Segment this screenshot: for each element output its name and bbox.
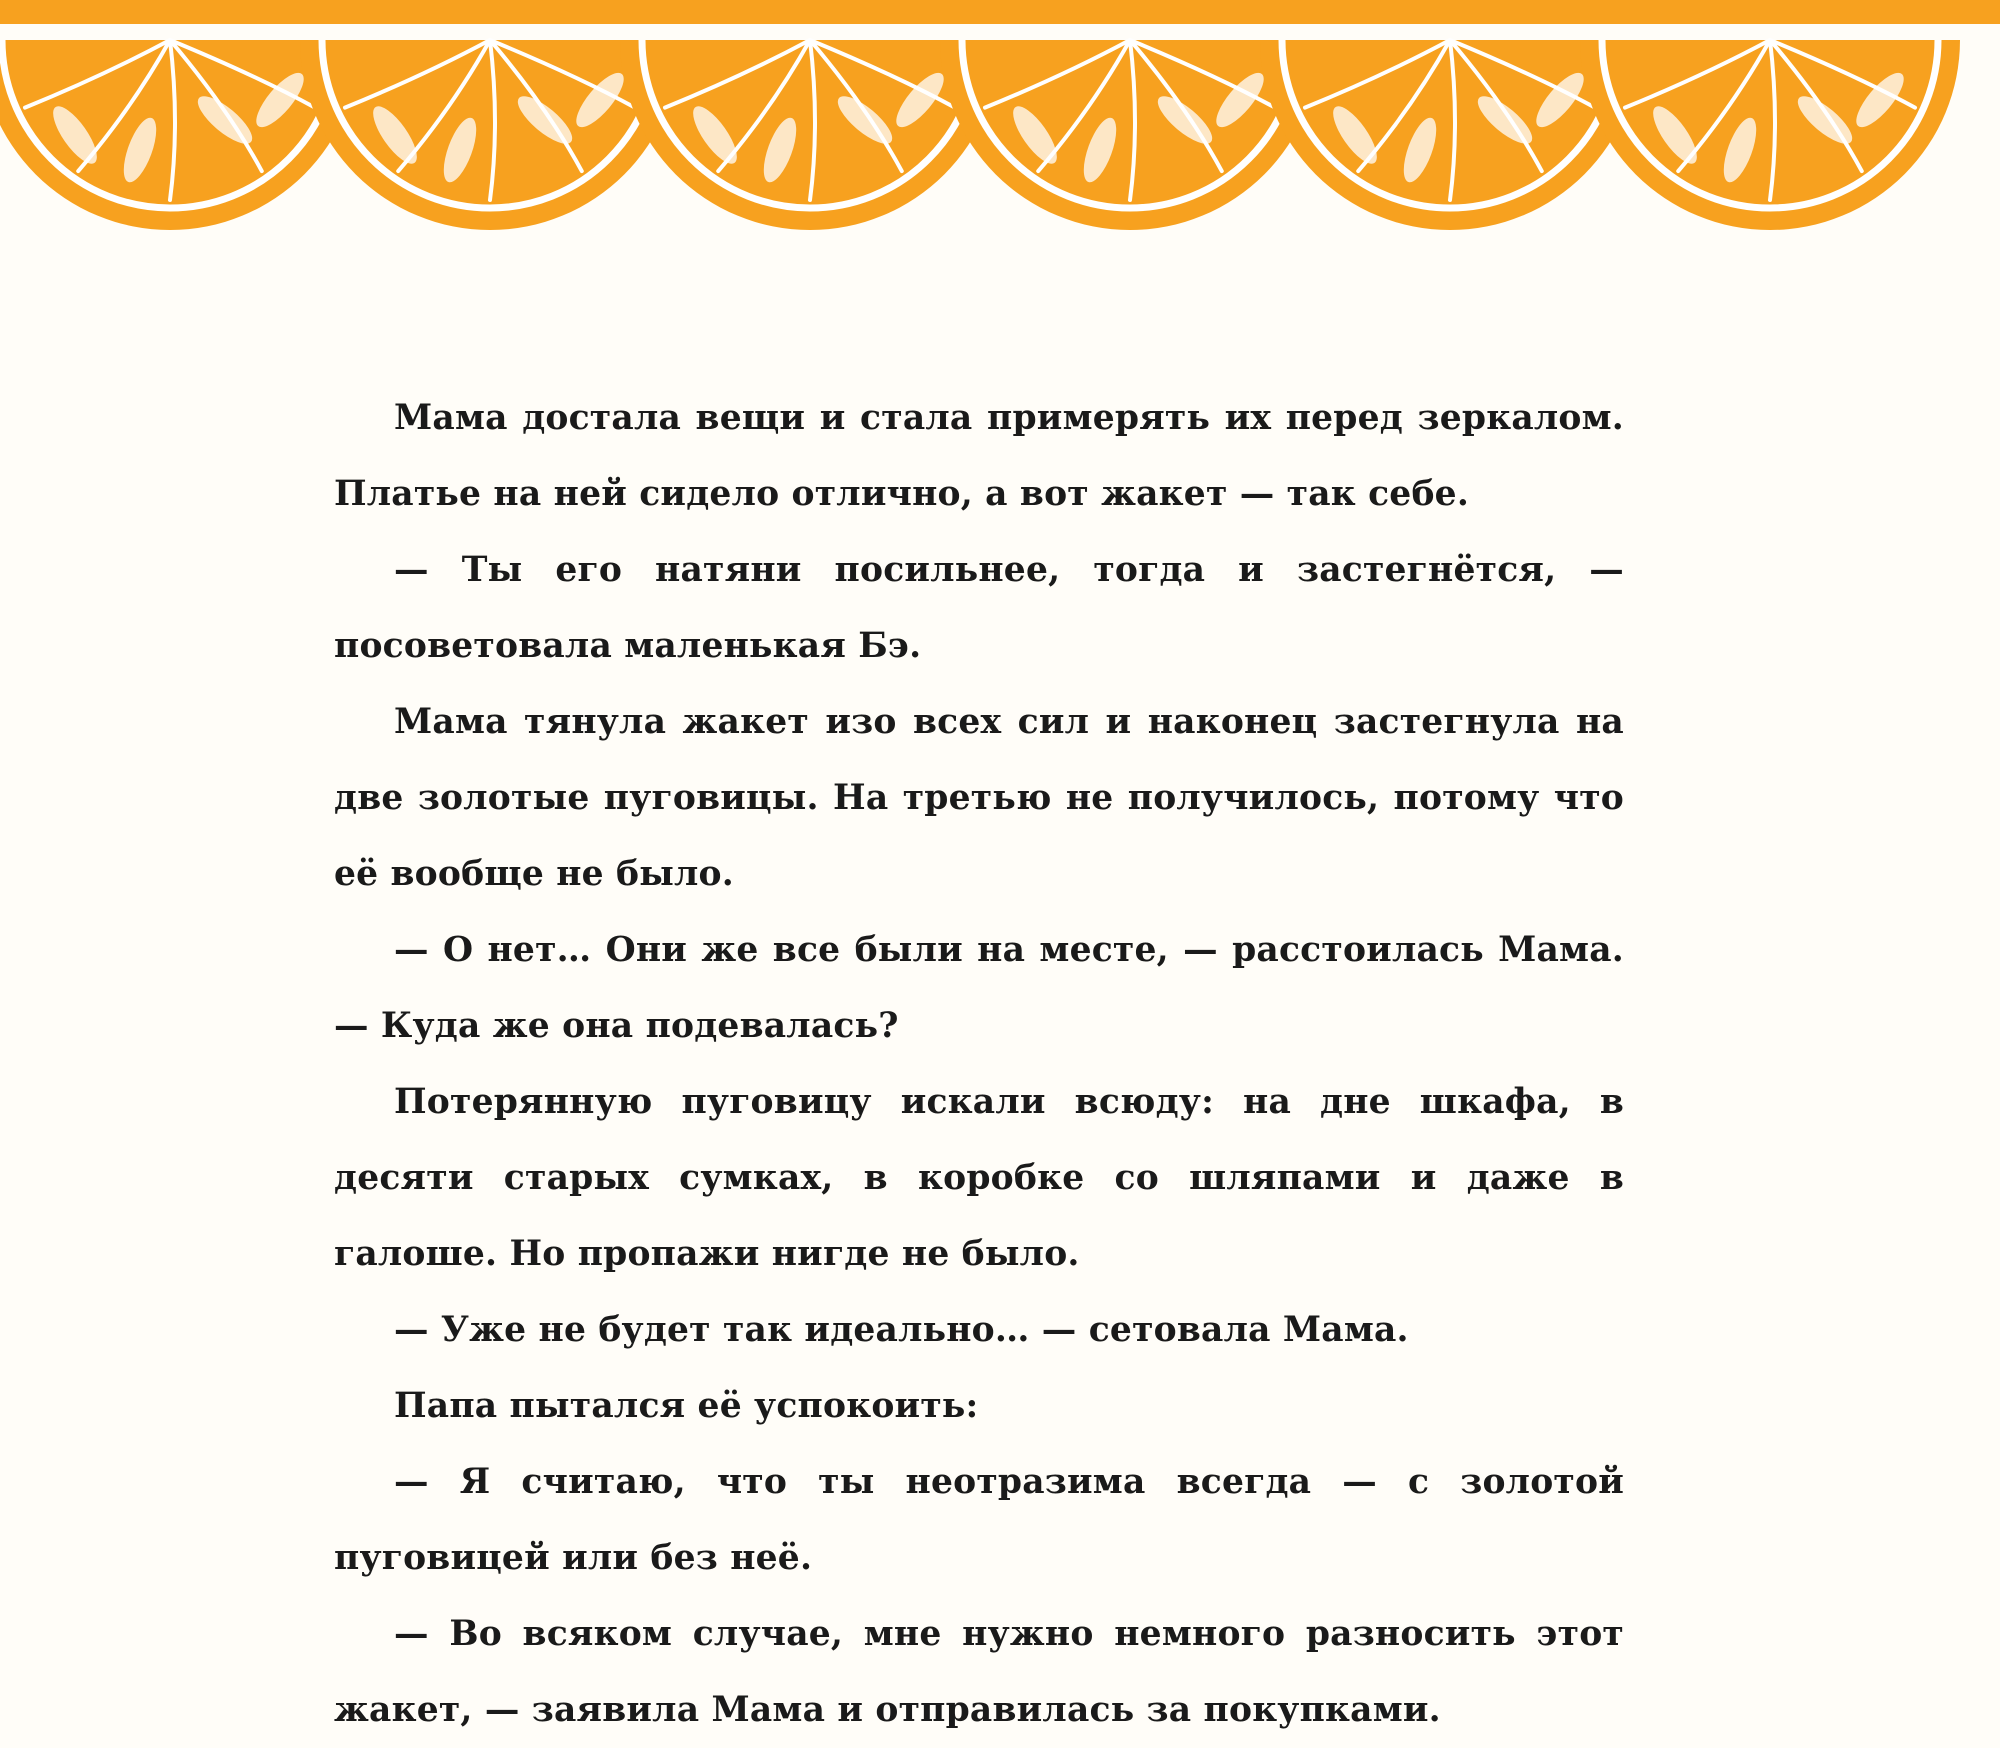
story-text — [334, 380, 1624, 1748]
paragraph-3: Мама тянула жакет изо всех сил и наконец застегнула на две золотые пуговицы. На третью не получилось, потому что её вообще не было. — [334, 702, 1624, 894]
paragraph-4: — О нет… Они же все были на месте, — расстоилась Мама. — Куда же она подевалась? — [334, 930, 1624, 1046]
paragraph-5: Потерянную пуговицу искали всюду: на дне шкафа, в десяти старых сумках, в коробке со шляпами и даже в галоше. Но пропажи нигде не было. — [334, 1082, 1624, 1274]
paragraph-1: Мама достала вещи и стала примерять их перед зеркалом. Платье на ней сидело отлично, а вот жакет — так себе. — [334, 398, 1624, 514]
paragraph-2: — Ты его натяни посильнее, тогда и застегнётся, — посоветовала маленькая Бэ. — [334, 550, 1624, 666]
paragraph-6: — Уже не будет так идеально… — сетовала Мама. — [394, 1310, 1409, 1350]
paragraph-7: Папа пытался её успокоить: — [394, 1386, 979, 1426]
orange-slices-border — [0, 0, 2000, 370]
paragraph-9: — Во всяком случае, мне нужно немного разносить этот жакет, — заявила Мама и отправилась за покупками. — [334, 1614, 1624, 1730]
paragraph-8: — Я считаю, что ты неотразима всегда — с золотой пуговицей или без неё. — [334, 1462, 1624, 1578]
